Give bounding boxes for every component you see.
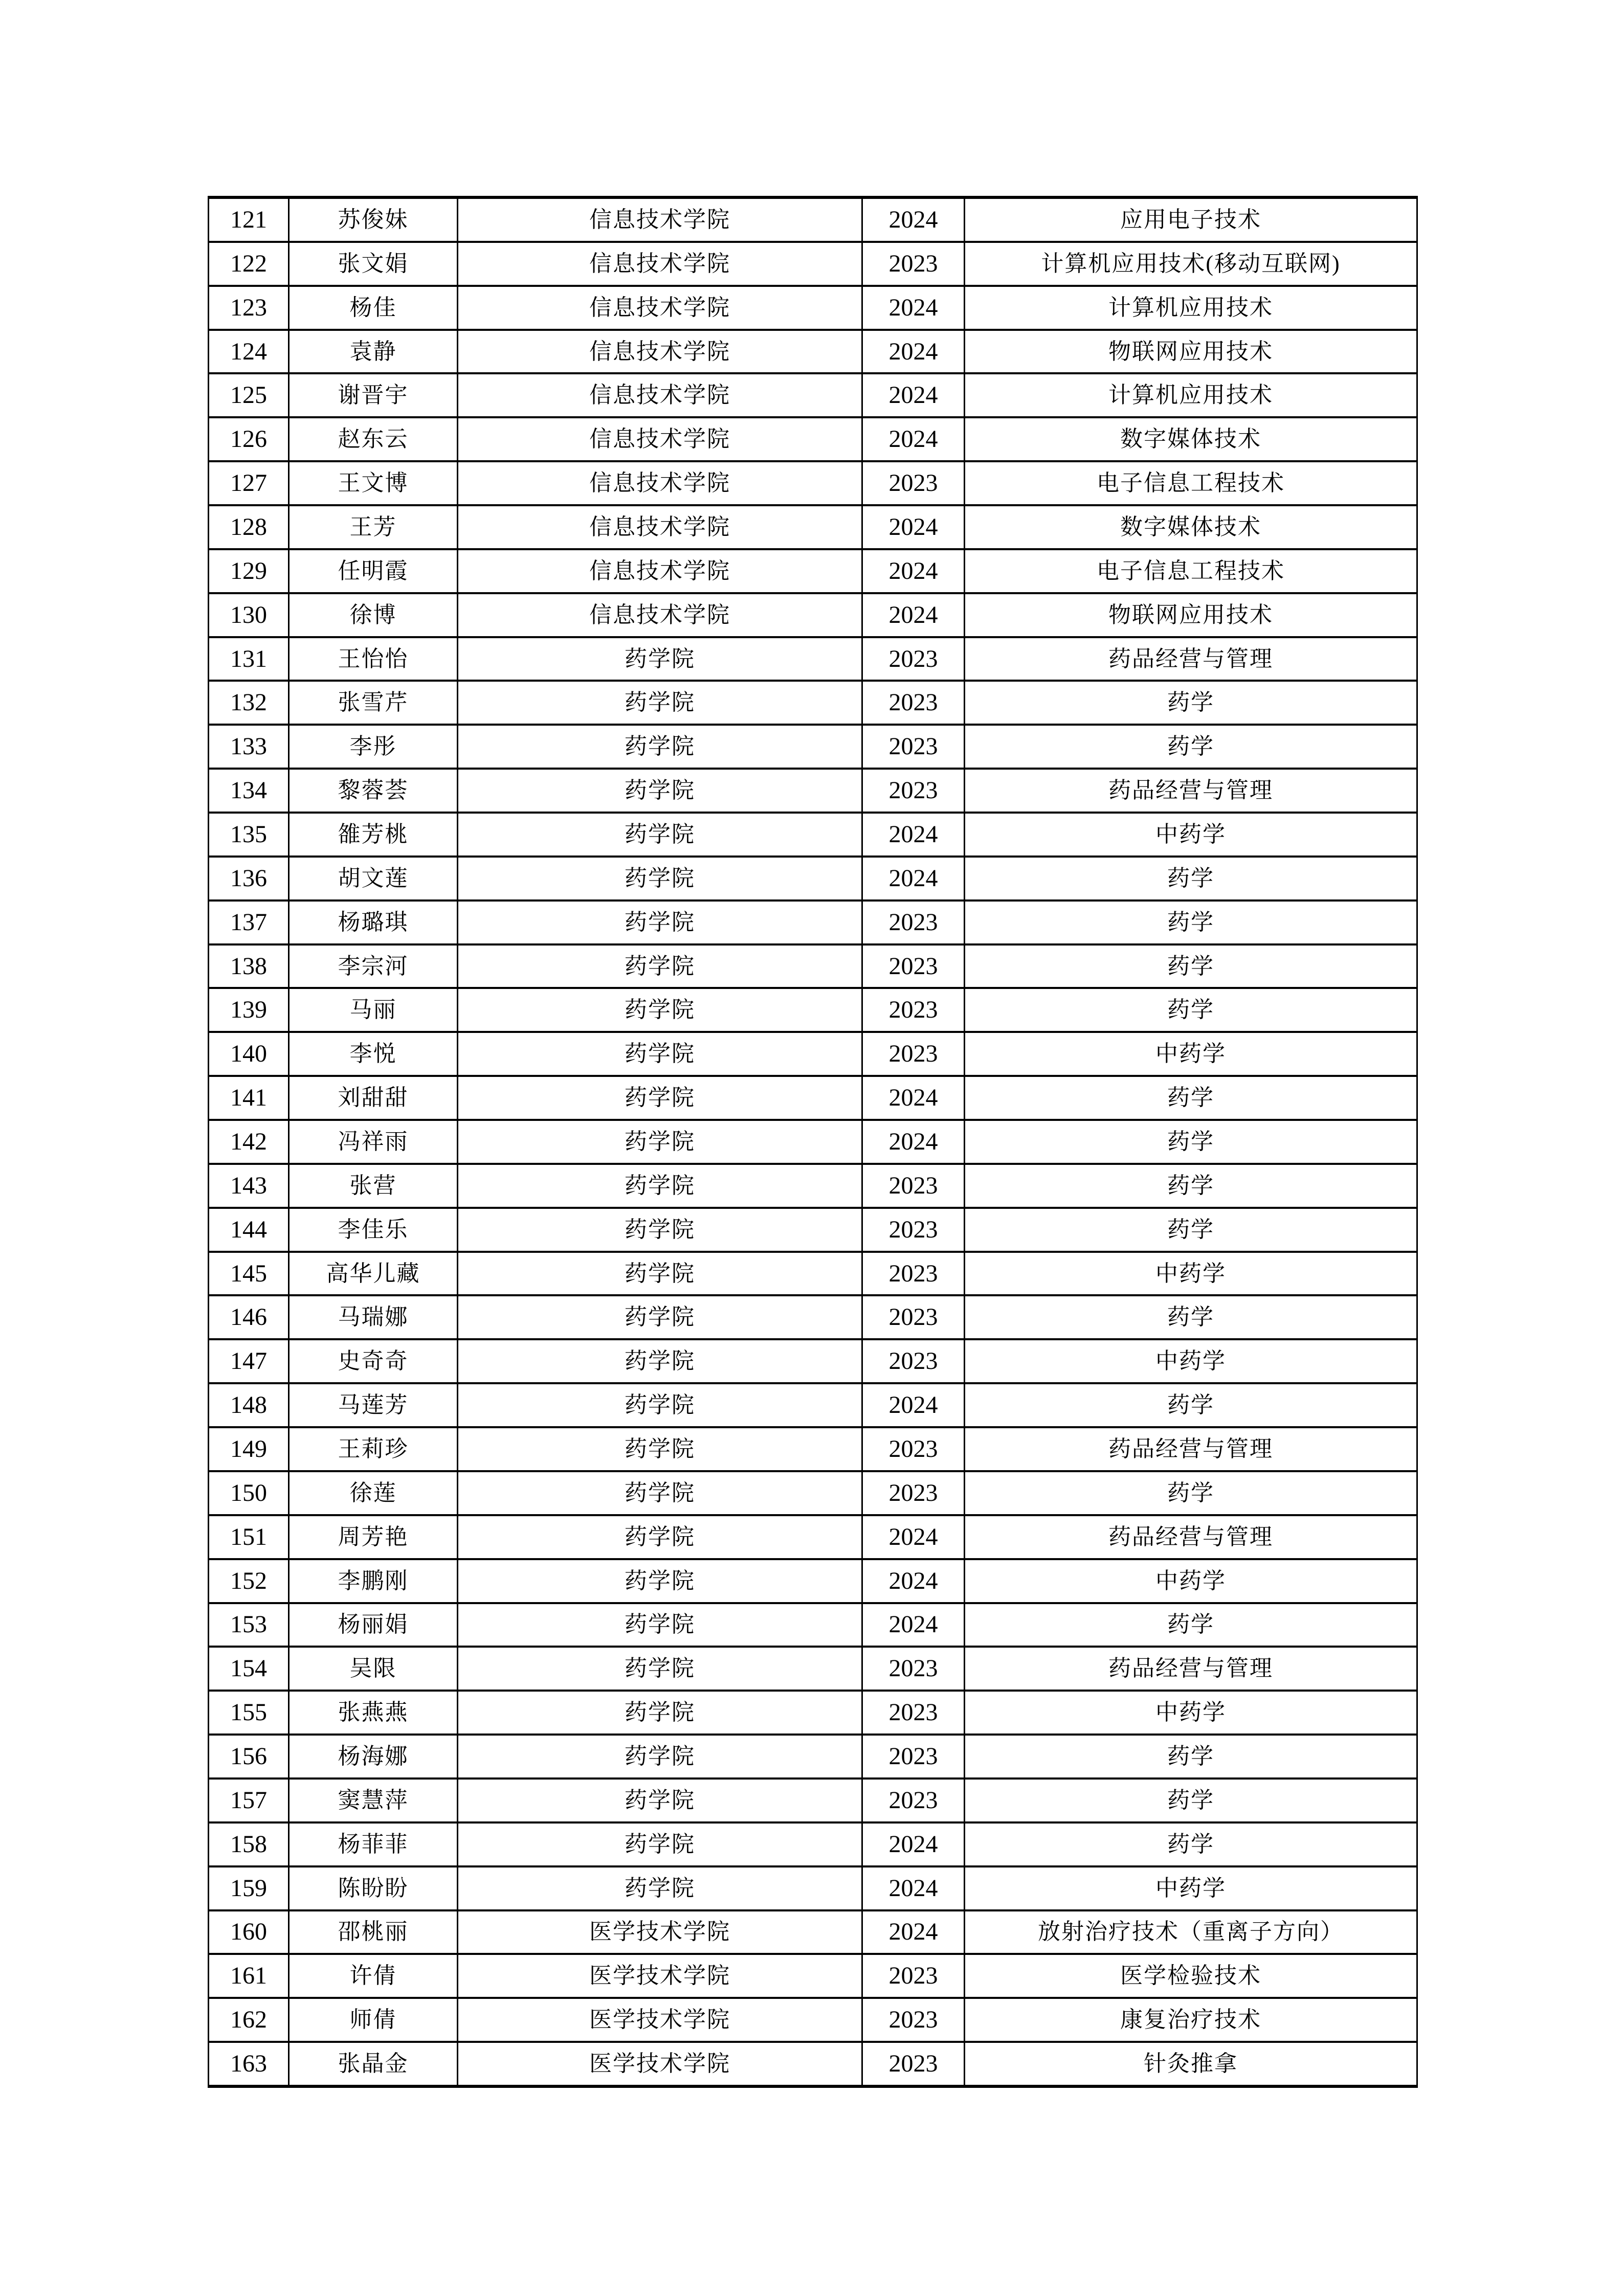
table-row [209,1999,1416,2043]
name-cell: 窦慧萍 [290,1780,458,1821]
row-number-cell: 162 [209,1999,290,2041]
year-cell: 2024 [863,1604,965,1646]
table-row [209,462,1416,506]
name-cell: 张雪芹 [290,682,458,724]
table-row [209,1033,1416,1077]
name-cell: 李悦 [290,1033,458,1075]
year-cell: 2023 [863,902,965,943]
year-cell: 2023 [863,638,965,680]
row-number-cell: 140 [209,1033,290,1075]
year-cell: 2023 [863,770,965,812]
college-cell: 药学院 [458,1340,863,1382]
year-cell: 2024 [863,594,965,636]
name-cell: 陈盼盼 [290,1867,458,1909]
row-number-cell: 149 [209,1428,290,1470]
major-cell: 计算机应用技术 [1108,295,1273,320]
major-cell: 药品经营与管理 [1108,646,1273,671]
college-cell: 药学院 [458,1648,863,1690]
row-number-cell: 123 [209,287,290,329]
college-cell: 信息技术学院 [458,287,863,329]
name-cell: 赵东云 [290,418,458,460]
major-cell: 电子信息工程技术 [1097,470,1285,496]
row-number-cell: 138 [209,946,290,987]
table-row [209,1472,1416,1516]
name-cell: 张营 [290,1165,458,1207]
year-cell: 2024 [863,814,965,856]
name-cell: 李鹏刚 [290,1560,458,1602]
major-cell: 计算机应用技术 [1108,382,1273,408]
year-cell: 2023 [863,1428,965,1470]
major-cell: 药学 [1167,997,1214,1023]
major-cell: 药学 [1167,909,1214,935]
name-cell: 马丽 [290,989,458,1031]
name-cell: 马瑞娜 [290,1296,458,1338]
college-cell: 药学院 [458,989,863,1031]
year-cell: 2024 [863,287,965,329]
row-number-cell: 153 [209,1604,290,1646]
row-number-cell: 136 [209,858,290,899]
row-number-cell: 158 [209,1824,290,1865]
name-cell: 徐博 [290,594,458,636]
year-cell: 2024 [863,1121,965,1163]
major-cell: 药学 [1167,1744,1214,1769]
row-number-cell: 150 [209,1472,290,1514]
major-cell: 药学 [1167,1392,1214,1418]
year-cell: 2023 [863,1736,965,1777]
table-row [209,726,1416,770]
table-row [209,1867,1416,1911]
major-cell: 中药学 [1155,1041,1226,1067]
row-number-cell: 152 [209,1560,290,1602]
major-cell: 药品经营与管理 [1108,1656,1273,1681]
table-row [209,1296,1416,1340]
year-cell: 2023 [863,243,965,285]
name-cell: 杨璐琪 [290,902,458,943]
table-row [209,1824,1416,1867]
name-cell: 吴限 [290,1648,458,1690]
major-cell: 药品经营与管理 [1108,1436,1273,1461]
row-number-cell: 121 [209,199,290,241]
college-cell: 药学院 [458,902,863,943]
year-cell: 2024 [863,1384,965,1426]
table-row [209,594,1416,638]
table-row [209,1384,1416,1428]
major-cell: 应用电子技术 [1120,207,1261,232]
college-cell: 药学院 [458,770,863,812]
college-cell: 医学技术学院 [458,1911,863,1953]
college-cell: 信息技术学院 [458,506,863,548]
table-row [209,638,1416,682]
row-number-cell: 163 [209,2043,290,2085]
college-cell: 药学院 [458,1165,863,1207]
college-cell: 药学院 [458,946,863,987]
year-cell: 2024 [863,1516,965,1558]
year-cell: 2024 [863,858,965,899]
year-cell: 2023 [863,1033,965,1075]
table-row [209,1428,1416,1472]
college-cell: 药学院 [458,1296,863,1338]
major-cell: 中药学 [1155,1875,1226,1901]
name-cell: 胡文莲 [290,858,458,899]
major-cell: 康复治疗技术 [1120,2007,1261,2033]
table-row [209,946,1416,989]
year-cell: 2024 [863,199,965,241]
table-row [209,1648,1416,1692]
row-number-cell: 128 [209,506,290,548]
row-number-cell: 135 [209,814,290,856]
table-row [209,1780,1416,1824]
major-cell: 药学 [1167,1085,1214,1111]
table-row [209,1604,1416,1648]
year-cell: 2024 [863,374,965,416]
row-number-cell: 146 [209,1296,290,1338]
college-cell: 药学院 [458,1736,863,1777]
row-number-cell: 157 [209,1780,290,1821]
major-cell: 中药学 [1155,1568,1226,1593]
table-row [209,1955,1416,1999]
college-cell: 信息技术学院 [458,199,863,241]
table-row [209,1736,1416,1780]
college-cell: 药学院 [458,1780,863,1821]
row-number-cell: 155 [209,1692,290,1734]
name-cell: 马莲芳 [290,1384,458,1426]
year-cell: 2023 [863,1253,965,1295]
year-cell: 2024 [863,1911,965,1953]
year-cell: 2024 [863,1077,965,1119]
row-number-cell: 159 [209,1867,290,1909]
major-cell: 放射治疗技术（重离子方向） [1038,1919,1344,1945]
row-number-cell: 141 [209,1077,290,1119]
row-number-cell: 142 [209,1121,290,1163]
row-number-cell: 151 [209,1516,290,1558]
table-row [209,1209,1416,1253]
table-row [209,1077,1416,1121]
name-cell: 杨佳 [290,287,458,329]
row-number-cell: 144 [209,1209,290,1251]
year-cell: 2023 [863,1165,965,1207]
name-cell: 师倩 [290,1999,458,2041]
table-row [209,902,1416,946]
row-number-cell: 122 [209,243,290,285]
row-number-cell: 130 [209,594,290,636]
table-row [209,374,1416,418]
name-cell: 史奇奇 [290,1340,458,1382]
college-cell: 药学院 [458,1560,863,1602]
year-cell: 2023 [863,946,965,987]
major-cell: 物联网应用技术 [1108,339,1273,364]
student-roster-table [208,196,1418,2088]
name-cell: 刘甜甜 [290,1077,458,1119]
college-cell: 医学技术学院 [458,1999,863,2041]
name-cell: 张晶金 [290,2043,458,2085]
name-cell: 许倩 [290,1955,458,1997]
table-row [209,506,1416,550]
name-cell: 高华儿藏 [290,1253,458,1295]
college-cell: 药学院 [458,1077,863,1119]
table-row [209,814,1416,858]
college-cell: 药学院 [458,814,863,856]
college-cell: 药学院 [458,1516,863,1558]
table-row [209,243,1416,287]
major-cell: 医学检验技术 [1120,1963,1261,1989]
year-cell: 2024 [863,550,965,592]
college-cell: 信息技术学院 [458,462,863,504]
name-cell: 李宗河 [290,946,458,987]
table-row [209,1340,1416,1384]
name-cell: 李佳乐 [290,1209,458,1251]
name-cell: 黎蓉荟 [290,770,458,812]
major-cell: 药品经营与管理 [1108,1524,1273,1549]
row-number-cell: 139 [209,989,290,1031]
major-cell: 药学 [1167,865,1214,891]
major-cell: 药学 [1167,1129,1214,1154]
major-cell: 中药学 [1155,1260,1226,1286]
name-cell: 杨海娜 [290,1736,458,1777]
college-cell: 信息技术学院 [458,594,863,636]
table-row [209,199,1416,243]
college-cell: 信息技术学院 [458,331,863,373]
major-cell: 药学 [1167,1612,1214,1637]
college-cell: 药学院 [458,1692,863,1734]
major-cell: 中药学 [1155,1700,1226,1725]
row-number-cell: 126 [209,418,290,460]
row-number-cell: 133 [209,726,290,768]
college-cell: 信息技术学院 [458,418,863,460]
table-row [209,1121,1416,1165]
year-cell: 2024 [863,331,965,373]
major-cell: 药学 [1167,1480,1214,1505]
row-number-cell: 134 [209,770,290,812]
year-cell: 2023 [863,462,965,504]
year-cell: 2023 [863,1209,965,1251]
major-cell: 药学 [1167,1217,1214,1242]
name-cell: 王文博 [290,462,458,504]
row-number-cell: 160 [209,1911,290,1953]
name-cell: 王怡怡 [290,638,458,680]
row-number-cell: 143 [209,1165,290,1207]
row-number-cell: 161 [209,1955,290,1997]
year-cell: 2023 [863,1296,965,1338]
table-row [209,1560,1416,1604]
major-cell: 中药学 [1155,1348,1226,1374]
name-cell: 徐莲 [290,1472,458,1514]
college-cell: 药学院 [458,1253,863,1295]
row-number-cell: 129 [209,550,290,592]
name-cell: 王芳 [290,506,458,548]
row-number-cell: 145 [209,1253,290,1295]
name-cell: 王莉珍 [290,1428,458,1470]
year-cell: 2023 [863,1692,965,1734]
college-cell: 药学院 [458,858,863,899]
name-cell: 雒芳桃 [290,814,458,856]
name-cell: 周芳艳 [290,1516,458,1558]
college-cell: 信息技术学院 [458,374,863,416]
table-row [209,1516,1416,1560]
major-cell: 药学 [1167,1173,1214,1198]
name-cell: 袁静 [290,331,458,373]
table-row [209,1911,1416,1955]
table-row [209,550,1416,594]
name-cell: 苏俊妹 [290,199,458,241]
name-cell: 杨丽娟 [290,1604,458,1646]
year-cell: 2023 [863,1340,965,1382]
major-cell: 数字媒体技术 [1120,514,1261,539]
major-cell: 物联网应用技术 [1108,602,1273,627]
row-number-cell: 125 [209,374,290,416]
year-cell: 2024 [863,418,965,460]
college-cell: 医学技术学院 [458,2043,863,2085]
major-cell: 电子信息工程技术 [1097,558,1285,583]
year-cell: 2023 [863,726,965,768]
college-cell: 药学院 [458,1428,863,1470]
college-cell: 药学院 [458,1384,863,1426]
college-cell: 医学技术学院 [458,1955,863,1997]
major-cell: 药学 [1167,1831,1214,1857]
major-cell: 药学 [1167,690,1214,715]
major-cell: 药学 [1167,734,1214,759]
college-cell: 药学院 [458,1824,863,1865]
college-cell: 药学院 [458,1604,863,1646]
college-cell: 药学院 [458,1121,863,1163]
major-cell: 计算机应用技术(移动互联网) [1041,251,1341,276]
name-cell: 冯祥雨 [290,1121,458,1163]
major-cell: 药学 [1167,1787,1214,1813]
row-number-cell: 137 [209,902,290,943]
year-cell: 2024 [863,1867,965,1909]
major-cell: 针灸推拿 [1144,2051,1238,2077]
row-number-cell: 124 [209,331,290,373]
college-cell: 药学院 [458,682,863,724]
year-cell: 2023 [863,1648,965,1690]
table-row [209,1165,1416,1209]
row-number-cell: 132 [209,682,290,724]
major-cell: 药品经营与管理 [1108,778,1273,803]
year-cell: 2023 [863,1999,965,2041]
name-cell: 张燕燕 [290,1692,458,1734]
year-cell: 2024 [863,506,965,548]
year-cell: 2023 [863,1955,965,1997]
table-row [209,418,1416,462]
major-cell: 药学 [1167,953,1214,979]
college-cell: 药学院 [458,1209,863,1251]
college-cell: 信息技术学院 [458,550,863,592]
row-number-cell: 127 [209,462,290,504]
college-cell: 药学院 [458,726,863,768]
name-cell: 邵桃丽 [290,1911,458,1953]
name-cell: 张文娟 [290,243,458,285]
college-cell: 信息技术学院 [458,243,863,285]
row-number-cell: 154 [209,1648,290,1690]
year-cell: 2023 [863,1780,965,1821]
college-cell: 药学院 [458,1033,863,1075]
row-number-cell: 156 [209,1736,290,1777]
row-number-cell: 147 [209,1340,290,1382]
year-cell: 2023 [863,989,965,1031]
year-cell: 2023 [863,1472,965,1514]
table-row [209,1692,1416,1736]
major-cell: 药学 [1167,1304,1214,1330]
row-number-cell: 131 [209,638,290,680]
year-cell: 2024 [863,1560,965,1602]
name-cell: 李彤 [290,726,458,768]
year-cell: 2023 [863,2043,965,2085]
college-cell: 药学院 [458,1867,863,1909]
table-row [209,331,1416,375]
name-cell: 杨菲菲 [290,1824,458,1865]
major-cell: 数字媒体技术 [1120,426,1261,452]
major-cell: 中药学 [1155,821,1226,847]
college-cell: 药学院 [458,638,863,680]
row-number-cell: 148 [209,1384,290,1426]
table-row [209,682,1416,726]
table-row [209,2043,1416,2085]
college-cell: 药学院 [458,1472,863,1514]
table-row [209,287,1416,331]
year-cell: 2023 [863,682,965,724]
name-cell: 谢晋宇 [290,374,458,416]
year-cell: 2024 [863,1824,965,1865]
table-row [209,1253,1416,1297]
name-cell: 任明霞 [290,550,458,592]
table-row [209,770,1416,814]
table-row [209,989,1416,1033]
table-row [209,858,1416,902]
